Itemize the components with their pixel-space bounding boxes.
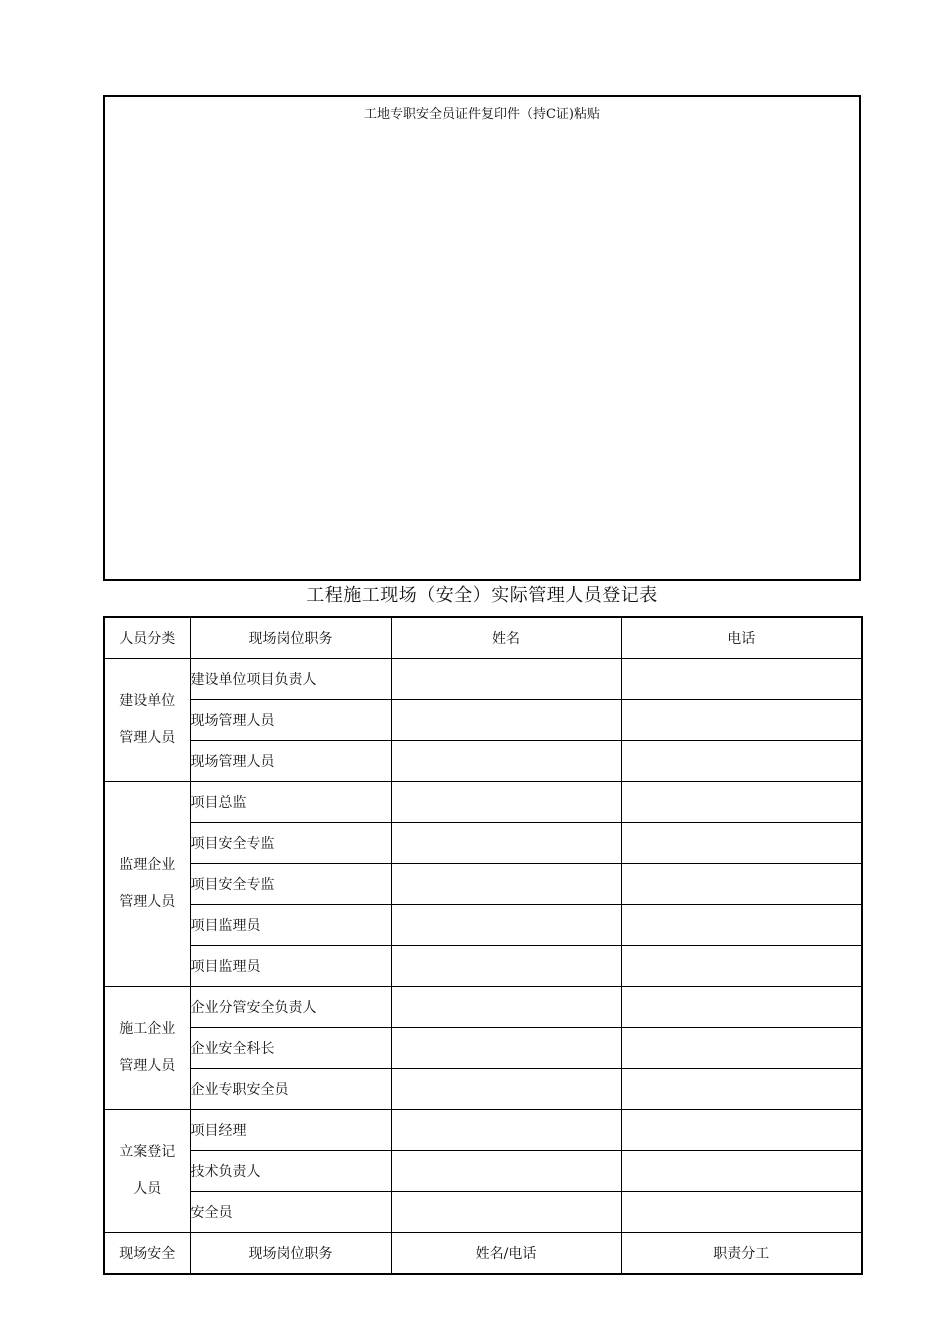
category-cell: 建设单位 管理人员 <box>104 659 190 782</box>
name-field[interactable] <box>391 1110 621 1151</box>
certificate-paste-area <box>103 95 861 581</box>
role-cell: 项目安全专监 <box>190 823 391 864</box>
table-row <box>104 946 862 987</box>
role-cell: 安全员 <box>190 1192 391 1233</box>
form-title: 工程施工现场（安全）实际管理人员登记表 <box>306 585 658 606</box>
name-field[interactable] <box>391 987 621 1028</box>
name-field[interactable] <box>391 659 621 700</box>
table-row <box>104 700 862 741</box>
table-row <box>104 1028 862 1069</box>
phone-field[interactable] <box>621 987 862 1028</box>
table-row <box>104 1110 862 1151</box>
name-field[interactable] <box>391 782 621 823</box>
category-cell: 监理企业 管理人员 <box>104 782 190 987</box>
name-field[interactable] <box>391 741 621 782</box>
table-row <box>104 864 862 905</box>
phone-field[interactable] <box>621 946 862 987</box>
name-field[interactable] <box>391 864 621 905</box>
name-field[interactable] <box>391 1192 621 1233</box>
table-row <box>104 782 862 823</box>
footer-name-phone-header: 姓名/电话 <box>391 1233 621 1275</box>
category-cell: 立案登记 人员 <box>104 1110 190 1233</box>
phone-field[interactable] <box>621 1110 862 1151</box>
phone-field[interactable] <box>621 905 862 946</box>
name-field[interactable] <box>391 1028 621 1069</box>
role-cell: 项目监理员 <box>190 946 391 987</box>
role-cell: 企业专职安全员 <box>190 1069 391 1110</box>
role-cell: 建设单位项目负责人 <box>190 659 391 700</box>
phone-field[interactable] <box>621 1151 862 1192</box>
name-field[interactable] <box>391 1151 621 1192</box>
header-phone: 电话 <box>621 617 862 659</box>
phone-field[interactable] <box>621 741 862 782</box>
paste-area-caption: 工地专职安全员证件复印件（持C证)粘贴 <box>363 107 601 122</box>
phone-field[interactable] <box>621 1069 862 1110</box>
category-cell: 施工企业 管理人员 <box>104 987 190 1110</box>
phone-field[interactable] <box>621 823 862 864</box>
table-row <box>104 905 862 946</box>
header-position: 现场岗位职务 <box>190 617 391 659</box>
registration-table <box>103 616 863 1275</box>
name-field[interactable] <box>391 905 621 946</box>
table-row <box>104 659 862 700</box>
footer-duty-header: 职责分工 <box>621 1233 862 1275</box>
phone-field[interactable] <box>621 782 862 823</box>
phone-field[interactable] <box>621 1028 862 1069</box>
name-field[interactable] <box>391 946 621 987</box>
role-cell: 技术负责人 <box>190 1151 391 1192</box>
name-field[interactable] <box>391 823 621 864</box>
header-name: 姓名 <box>391 617 621 659</box>
role-cell: 项目经理 <box>190 1110 391 1151</box>
footer-position-header: 现场岗位职务 <box>190 1233 391 1275</box>
table-row <box>104 741 862 782</box>
role-cell: 现场管理人员 <box>190 700 391 741</box>
role-cell: 企业分管安全负责人 <box>190 987 391 1028</box>
role-cell: 现场管理人员 <box>190 741 391 782</box>
table-row <box>104 987 862 1028</box>
table-row <box>104 823 862 864</box>
role-cell: 项目监理员 <box>190 905 391 946</box>
table-row <box>104 1151 862 1192</box>
table-row <box>104 1192 862 1233</box>
phone-field[interactable] <box>621 659 862 700</box>
header-category: 人员分类 <box>104 617 190 659</box>
name-field[interactable] <box>391 700 621 741</box>
phone-field[interactable] <box>621 1192 862 1233</box>
role-cell: 项目总监 <box>190 782 391 823</box>
table-header-row <box>104 617 862 659</box>
phone-field[interactable] <box>621 700 862 741</box>
phone-field[interactable] <box>621 864 862 905</box>
safety-section-header-row <box>104 1233 862 1275</box>
footer-category: 现场安全 <box>104 1233 190 1275</box>
role-cell: 企业安全科长 <box>190 1028 391 1069</box>
name-field[interactable] <box>391 1069 621 1110</box>
table-row <box>104 1069 862 1110</box>
role-cell: 项目安全专监 <box>190 864 391 905</box>
